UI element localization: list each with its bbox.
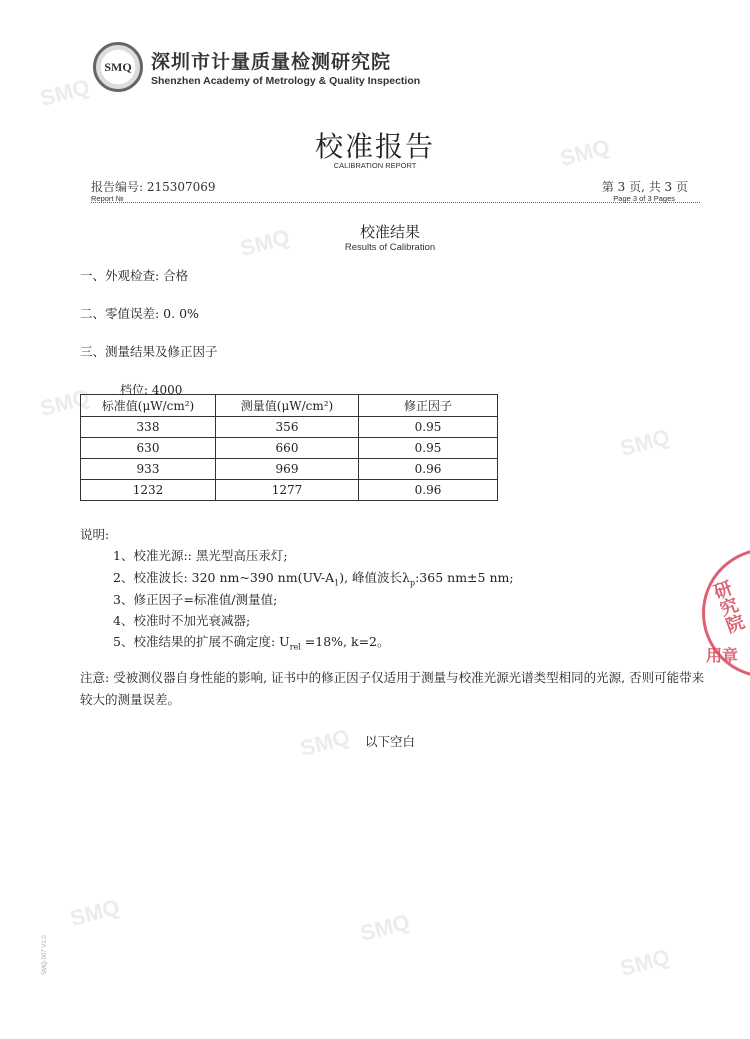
cell-measured: 1277 — [216, 480, 359, 501]
notes-title: 说明: — [80, 527, 110, 542]
caution-note: 注意: 受被测仪器自身性能的影响, 证书中的修正因子仅适用于测量与校准光源光谱类型相同的光源, 否则可能带来较大的测量误差。 — [80, 670, 705, 707]
org-name-en: Shenzhen Academy of Metrology & Quality Inspection — [151, 75, 421, 87]
zero-error: 二、零值误差: 0. 0% — [80, 306, 199, 321]
table-row — [81, 459, 498, 480]
table-row — [81, 438, 498, 459]
cell-correction: 0.95 — [359, 438, 498, 459]
table-row — [81, 480, 498, 501]
cell-correction: 0.96 — [359, 459, 498, 480]
table-header-row — [81, 395, 498, 417]
header-divider — [91, 202, 700, 203]
cell-standard: 630 — [81, 438, 216, 459]
watermark: SMQ — [357, 908, 413, 947]
cell-standard: 933 — [81, 459, 216, 480]
note-3: 3、修正因子=标准值/测量值; — [113, 592, 278, 607]
results-table — [80, 394, 498, 501]
note-2: 2、校准波长: 320 nm~390 $nm(UV-A_1)$, 峰值波长$\lambda_p:365$ nm±5 nm; — [113, 570, 514, 588]
cell-measured: 660 — [216, 438, 359, 459]
col-correction: 修正因子 — [359, 395, 498, 417]
section-title: 校准结果 — [359, 223, 420, 241]
org-header — [93, 42, 420, 92]
note-5: 5、校准结果的扩展不确定度: $U_{rel} =18\%$, k=2。 — [113, 634, 390, 652]
cell-correction: 0.96 — [359, 480, 498, 501]
cell-standard: 1232 — [81, 480, 216, 501]
col-standard: 标准值(μW/cm²) — [81, 395, 216, 417]
watermark: SMQ — [557, 133, 613, 172]
watermark: SMQ — [67, 893, 123, 932]
note-4: 4、校准时不加光衰减器; — [113, 613, 251, 628]
report-number-en: Report № — [91, 194, 124, 203]
col-measured: 测量值(μW/cm²) — [216, 395, 359, 417]
page-indicator: 第 3 页, 共 3 页 — [601, 180, 688, 194]
end-marker: 以下空白 — [364, 734, 415, 749]
seal-text: 研究院 — [708, 577, 747, 636]
table-row — [81, 417, 498, 438]
note-1: 1、校准光源:: 黑光型高压汞灯; — [113, 548, 288, 563]
cell-standard: 338 — [81, 417, 216, 438]
report-number: 报告编号: 215307069 — [91, 180, 216, 194]
gear-label: 档位: 4000 — [120, 383, 183, 397]
measurement-heading: 三、测量结果及修正因子 — [80, 344, 218, 359]
watermark: SMQ — [237, 223, 293, 262]
appearance-check: 一、外观检查: 合格 — [80, 268, 189, 283]
watermark: SMQ — [297, 723, 353, 762]
page-indicator-en: Page 3 of 3 Pages — [613, 194, 675, 203]
cell-measured: 356 — [216, 417, 359, 438]
smq-logo: SMQ — [93, 42, 143, 92]
org-name-cn: 深圳市计量质量检测研究院 — [151, 51, 392, 73]
cell-correction: 0.95 — [359, 417, 498, 438]
report-title: 校准报告 — [314, 130, 435, 163]
watermark: SMQ — [37, 73, 93, 112]
form-code: SMQ-007 V1.0 — [42, 935, 48, 975]
watermark: SMQ — [37, 383, 93, 422]
watermark: SMQ — [617, 943, 673, 982]
report-title-en: CALIBRATION REPORT — [333, 161, 417, 170]
seal-text: 用章 — [706, 646, 739, 665]
section-title-en: Results of Calibration — [344, 242, 436, 253]
watermark: SMQ — [617, 423, 673, 462]
cell-measured: 969 — [216, 459, 359, 480]
